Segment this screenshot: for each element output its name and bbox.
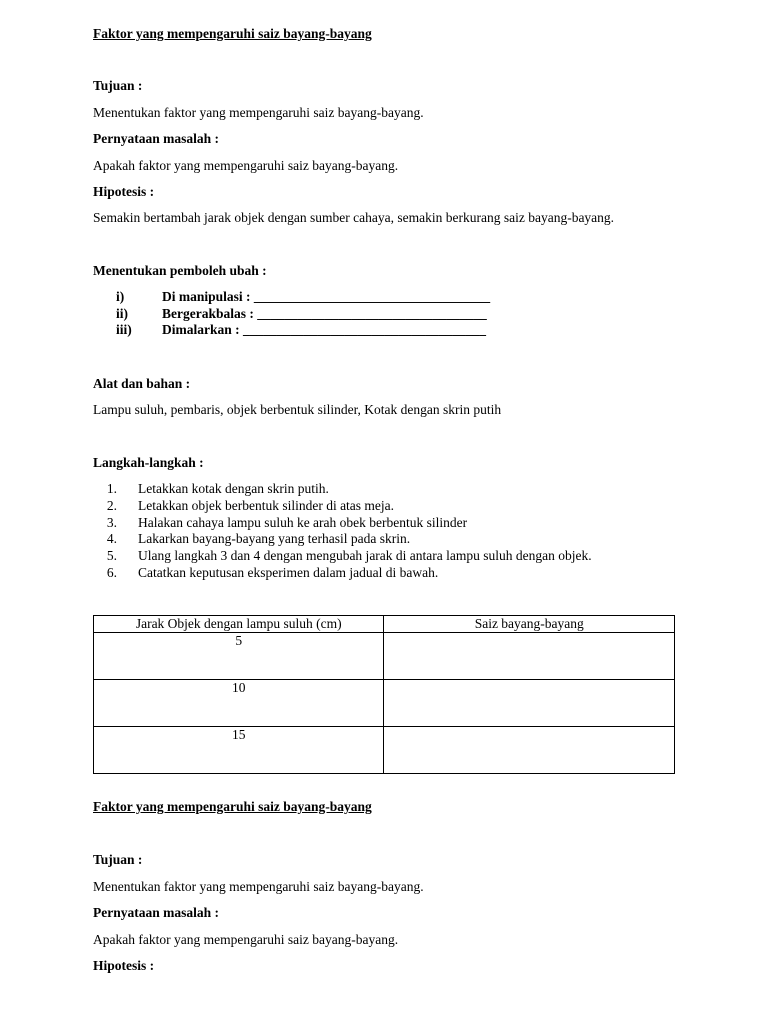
tujuan-label: Tujuan : <box>93 78 143 93</box>
langkah-label: Langkah-langkah : <box>93 455 204 470</box>
table-row <box>94 680 675 727</box>
step-text: Lakarkan bayang-bayang yang terhasil pada skrin. <box>138 531 411 546</box>
table-cell-distance: 5 <box>94 633 384 680</box>
step-number: 6. <box>106 565 117 580</box>
variable-manipulated-blank: Di manipulasi : ___________________________________ <box>162 289 491 304</box>
hipotesis-label: Hipotesis : <box>93 184 155 199</box>
table-header-row <box>94 616 675 633</box>
variable-number: i) <box>116 289 125 304</box>
step-text: Letakkan objek berbentuk silinder di atas meja. <box>138 498 395 513</box>
table-row <box>94 727 675 774</box>
step-text: Catatkan keputusan eksperimen dalam jadual di bawah. <box>138 565 439 580</box>
step-number: 4. <box>106 531 117 546</box>
column-header-distance: Jarak Objek dengan lampu suluh (cm) <box>94 616 384 633</box>
step-number: 5. <box>106 548 117 563</box>
table-cell-shadow-size[interactable] <box>384 633 675 680</box>
table-row <box>94 633 675 680</box>
masalah-label: Pernyataan masalah : <box>93 131 219 146</box>
tujuan-text: Menentukan faktor yang mempengaruhi saiz bayang-bayang. <box>93 105 424 120</box>
table-cell-shadow-size[interactable] <box>384 680 675 727</box>
document-title: Faktor yang mempengaruhi saiz bayang-bayang <box>93 26 372 41</box>
masalah-label-repeat: Pernyataan masalah : <box>93 905 219 920</box>
step-text: Halakan cahaya lampu suluh ke arah obek berbentuk silinder <box>138 515 468 530</box>
variable-number: ii) <box>116 306 128 321</box>
step-number: 1. <box>106 481 117 496</box>
document-title-repeat: Faktor yang mempengaruhi saiz bayang-bayang <box>93 799 372 814</box>
alat-bahan-text: Lampu suluh, pembaris, objek berbentuk silinder, Kotak dengan skrin putih <box>93 402 502 417</box>
column-header-shadow-size: Saiz bayang-bayang <box>384 616 675 633</box>
variable-number: iii) <box>116 322 132 337</box>
masalah-text: Apakah faktor yang mempengaruhi saiz bayang-bayang. <box>93 158 399 173</box>
step-text: Ulang langkah 3 dan 4 dengan mengubah jarak di antara lampu suluh dengan objek. <box>138 548 592 563</box>
pemboleh-ubah-label: Menentukan pemboleh ubah : <box>93 263 267 278</box>
table-cell-shadow-size[interactable] <box>384 727 675 774</box>
alat-bahan-label: Alat dan bahan : <box>93 376 191 391</box>
table-cell-distance: 10 <box>94 680 384 727</box>
variable-responding-blank: Bergerakbalas : __________________________________ <box>162 306 487 321</box>
step-number: 2. <box>106 498 117 513</box>
tujuan-label-repeat: Tujuan : <box>93 852 143 867</box>
hipotesis-text: Semakin bertambah jarak objek dengan sumber cahaya, semakin berkurang saiz bayang-bayang. <box>93 210 615 225</box>
hipotesis-label-repeat: Hipotesis : <box>93 958 155 973</box>
results-table <box>93 615 675 774</box>
tujuan-text-repeat: Menentukan faktor yang mempengaruhi saiz bayang-bayang. <box>93 879 424 894</box>
variable-constant-blank: Dimalarkan : ____________________________________ <box>162 322 486 337</box>
step-number: 3. <box>106 515 117 530</box>
table-cell-distance: 15 <box>94 727 384 774</box>
step-text: Letakkan kotak dengan skrin putih. <box>138 481 329 496</box>
masalah-text-repeat: Apakah faktor yang mempengaruhi saiz bayang-bayang. <box>93 932 399 947</box>
